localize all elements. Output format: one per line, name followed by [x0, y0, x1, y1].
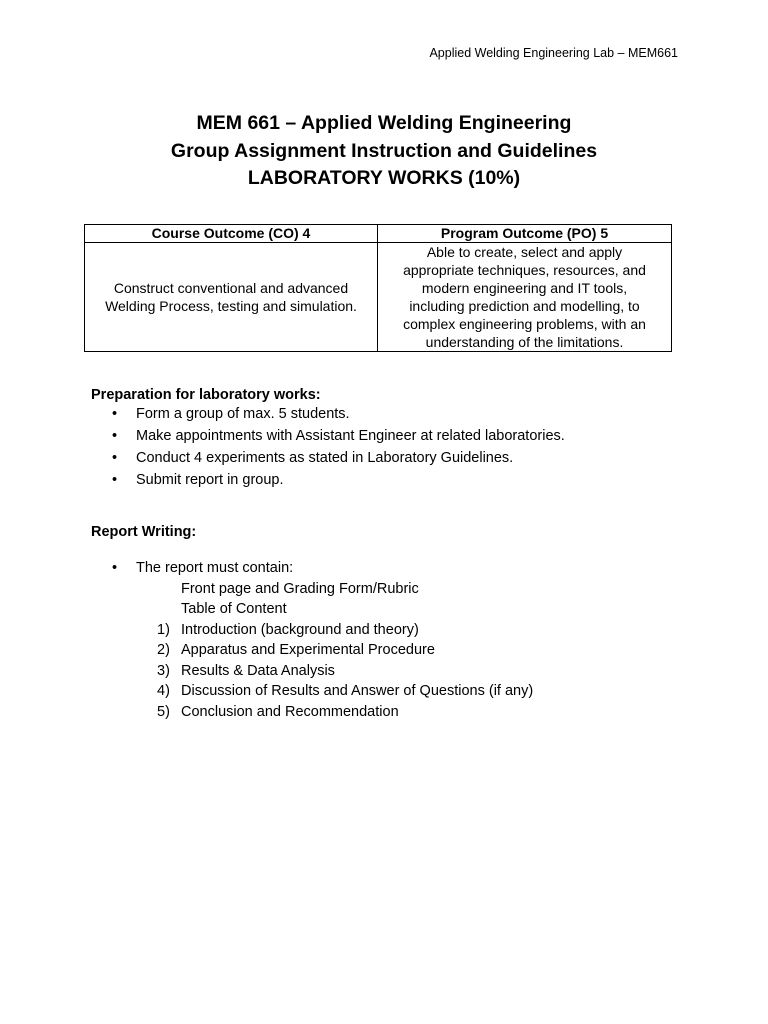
item-number: 3) [157, 662, 170, 679]
report-writing-heading: Report Writing: [91, 524, 197, 540]
item-text: Results & Data Analysis [181, 662, 335, 679]
item-text: Discussion of Results and Answer of Questions (if any) [181, 683, 534, 699]
numbered-item [112, 640, 533, 661]
item-text: Apparatus and Experimental Procedure [181, 642, 435, 658]
item-number: 2) [157, 642, 170, 658]
outcomes-table [84, 224, 672, 352]
bullet-icon: • [112, 472, 118, 488]
list-item [112, 469, 565, 491]
preparation-heading: Preparation for laboratory works: [91, 387, 321, 403]
item-number: 4) [157, 683, 170, 699]
list-item-text: Form a group of max. 5 students. [136, 406, 350, 422]
title-line-3: LABORATORY WORKS (10%) [247, 167, 521, 189]
po-text-line: modern engineering and IT tools, [421, 280, 628, 296]
item-number: 5) [157, 703, 170, 720]
running-header: Applied Welding Engineering Lab – MEM661 [429, 46, 678, 60]
bullet-icon: • [112, 406, 118, 422]
item-number: 1) [157, 621, 170, 638]
report-contents-list [112, 558, 533, 722]
numbered-item [112, 620, 533, 641]
numbered-item [112, 702, 533, 723]
co-text-line: Welding Process, testing and simulation. [105, 298, 357, 314]
list-item: Table of Content [181, 601, 287, 617]
po-description [378, 243, 672, 352]
preparation-list [112, 403, 565, 491]
po-text-line: Able to create, select and apply [426, 244, 623, 260]
list-item-text: Make appointments with Assistant Engineer at related laboratories. [136, 428, 565, 444]
outcomes-body-row [85, 243, 672, 352]
item-text: Introduction (background and theory) [181, 621, 419, 638]
po-text-line: including prediction and modelling, to [409, 298, 640, 314]
po-text-line: complex engineering problems, with an [403, 316, 646, 332]
item-text: Conclusion and Recommendation [181, 703, 399, 720]
co-description [85, 243, 378, 352]
po-text-line: appropriate techniques, resources, and [403, 262, 646, 278]
title-line-1: MEM 661 – Applied Welding Engineering [196, 112, 572, 134]
document-title [0, 110, 768, 193]
po-header: Program Outcome (PO) 5 [378, 225, 672, 243]
numbered-item [112, 661, 533, 682]
numbered-item [112, 681, 533, 702]
list-item-text: Conduct 4 experiments as stated in Laboratory Guidelines. [136, 450, 514, 466]
po-text-line: understanding of the limitations. [425, 334, 624, 350]
list-item [112, 425, 565, 447]
report-intro [112, 558, 533, 579]
list-item [112, 403, 565, 425]
list-item-text: Submit report in group. [136, 472, 284, 488]
title-line-2: Group Assignment Instruction and Guidelines [170, 139, 598, 162]
report-intro-text: The report must contain: [136, 560, 294, 576]
bullet-icon: • [112, 428, 118, 444]
bullet-icon: • [112, 560, 118, 576]
co-text-line: Construct conventional and advanced [113, 280, 349, 296]
list-item [112, 447, 565, 469]
outcomes-header-row [85, 225, 672, 243]
list-item: Front page and Grading Form/Rubric [181, 580, 419, 597]
co-header: Course Outcome (CO) 4 [85, 225, 378, 243]
bullet-icon: • [112, 450, 118, 466]
